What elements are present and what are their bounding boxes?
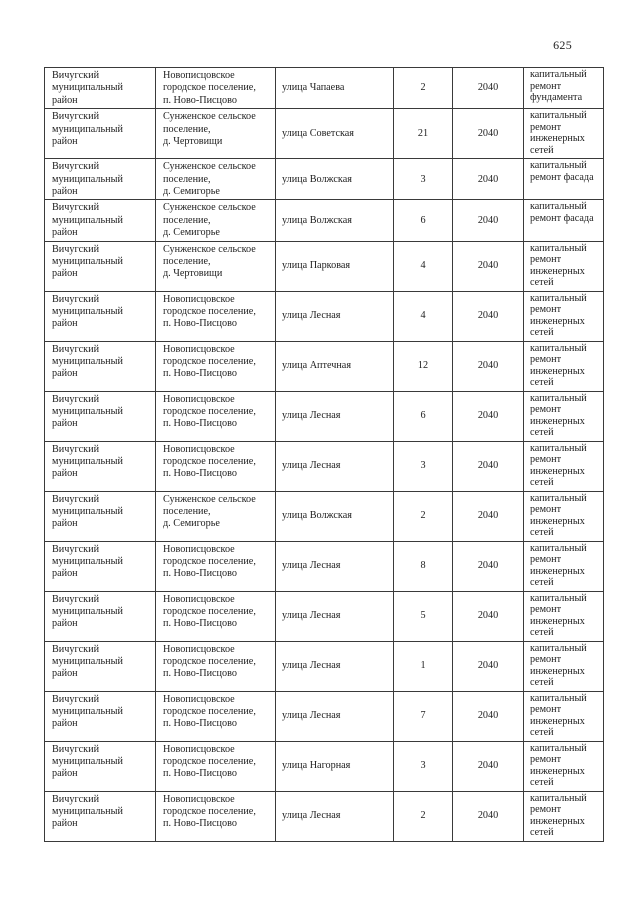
street-cell: улица Лесная [276,641,394,691]
table-row [45,541,604,591]
table-row [45,159,604,200]
work-type-cell: капитальный ремонт инженерных сетей [524,691,604,741]
street-cell: улица Лесная [276,391,394,441]
settlement-cell: Новописцовское городское поселение, п. Ново-Писцово [156,591,276,641]
work-type-cell: капитальный ремонт инженерных сетей [524,291,604,341]
year-cell: 2040 [453,741,524,791]
work-type-cell: капитальный ремонт инженерных сетей [524,541,604,591]
street-cell: улица Лесная [276,691,394,741]
table-row [45,791,604,841]
house-number-cell: 1 [394,641,453,691]
street-cell: улица Чапаева [276,68,394,109]
district-cell: Вичугский муниципальный район [45,200,156,241]
house-number-cell: 2 [394,68,453,109]
table-row [45,241,604,291]
table-body [45,68,604,842]
district-cell: Вичугский муниципальный район [45,341,156,391]
table-row [45,291,604,341]
house-number-cell: 6 [394,391,453,441]
page-number: 625 [553,38,572,52]
settlement-cell: Новописцовское городское поселение, п. Ново-Писцово [156,391,276,441]
work-type-cell: капитальный ремонт инженерных сетей [524,791,604,841]
house-number-cell: 2 [394,491,453,541]
district-cell: Вичугский муниципальный район [45,491,156,541]
year-cell: 2040 [453,68,524,109]
work-type-cell: капитальный ремонт инженерных сетей [524,641,604,691]
street-cell: улица Волжская [276,491,394,541]
district-cell: Вичугский муниципальный район [45,391,156,441]
work-type-cell: капитальный ремонт инженерных сетей [524,341,604,391]
year-cell: 2040 [453,109,524,159]
work-type-cell: капитальный ремонт инженерных сетей [524,441,604,491]
year-cell: 2040 [453,241,524,291]
work-type-cell: капитальный ремонт инженерных сетей [524,241,604,291]
table-row [45,491,604,541]
work-type-cell: капитальный ремонт фасада [524,159,604,200]
district-cell: Вичугский муниципальный район [45,591,156,641]
street-cell: улица Волжская [276,159,394,200]
district-cell: Вичугский муниципальный район [45,291,156,341]
house-number-cell: 4 [394,291,453,341]
repair-schedule-table [44,67,604,842]
year-cell: 2040 [453,391,524,441]
table-row [45,591,604,641]
settlement-cell: Сунженское сельское поселение, д. Семигорье [156,159,276,200]
district-cell: Вичугский муниципальный район [45,159,156,200]
work-type-cell: капитальный ремонт инженерных сетей [524,591,604,641]
settlement-cell: Новописцовское городское поселение, п. Ново-Писцово [156,341,276,391]
settlement-cell: Новописцовское городское поселение, п. Ново-Писцово [156,68,276,109]
table-row [45,391,604,441]
year-cell: 2040 [453,791,524,841]
table-row [45,691,604,741]
district-cell: Вичугский муниципальный район [45,68,156,109]
table-row [45,68,604,109]
settlement-cell: Сунженское сельское поселение, д. Семигорье [156,200,276,241]
work-type-cell: капитальный ремонт инженерных сетей [524,391,604,441]
street-cell: улица Лесная [276,791,394,841]
district-cell: Вичугский муниципальный район [45,109,156,159]
year-cell: 2040 [453,541,524,591]
street-cell: улица Лесная [276,291,394,341]
house-number-cell: 8 [394,541,453,591]
settlement-cell: Новописцовское городское поселение, п. Ново-Писцово [156,291,276,341]
district-cell: Вичугский муниципальный район [45,641,156,691]
year-cell: 2040 [453,441,524,491]
house-number-cell: 3 [394,441,453,491]
table-row [45,441,604,491]
street-cell: улица Советская [276,109,394,159]
table-row [45,109,604,159]
district-cell: Вичугский муниципальный район [45,441,156,491]
settlement-cell: Новописцовское городское поселение, п. Ново-Писцово [156,741,276,791]
house-number-cell: 3 [394,159,453,200]
settlement-cell: Новописцовское городское поселение, п. Ново-Писцово [156,441,276,491]
table-row [45,200,604,241]
work-type-cell: капитальный ремонт фасада [524,200,604,241]
house-number-cell: 7 [394,691,453,741]
street-cell: улица Волжская [276,200,394,241]
year-cell: 2040 [453,341,524,391]
table-row [45,741,604,791]
year-cell: 2040 [453,200,524,241]
year-cell: 2040 [453,691,524,741]
table-row [45,641,604,691]
district-cell: Вичугский муниципальный район [45,541,156,591]
house-number-cell: 21 [394,109,453,159]
table-row [45,341,604,391]
work-type-cell: капитальный ремонт инженерных сетей [524,741,604,791]
district-cell: Вичугский муниципальный район [45,241,156,291]
settlement-cell: Сунженское сельское поселение, д. Семигорье [156,491,276,541]
street-cell: улица Аптечная [276,341,394,391]
work-type-cell: капитальный ремонт инженерных сетей [524,491,604,541]
house-number-cell: 3 [394,741,453,791]
street-cell: улица Лесная [276,541,394,591]
house-number-cell: 5 [394,591,453,641]
street-cell: улица Лесная [276,441,394,491]
settlement-cell: Новописцовское городское поселение, п. Ново-Писцово [156,691,276,741]
work-type-cell: капитальный ремонт инженерных сетей [524,109,604,159]
house-number-cell: 2 [394,791,453,841]
year-cell: 2040 [453,291,524,341]
house-number-cell: 6 [394,200,453,241]
year-cell: 2040 [453,641,524,691]
district-cell: Вичугский муниципальный район [45,791,156,841]
year-cell: 2040 [453,591,524,641]
work-type-cell: капитальный ремонт фундамента [524,68,604,109]
house-number-cell: 4 [394,241,453,291]
settlement-cell: Сунженское сельское поселение, д. Чертовищи [156,241,276,291]
settlement-cell: Новописцовское городское поселение, п. Ново-Писцово [156,541,276,591]
district-cell: Вичугский муниципальный район [45,691,156,741]
settlement-cell: Новописцовское городское поселение, п. Ново-Писцово [156,791,276,841]
settlement-cell: Сунженское сельское поселение, д. Чертовищи [156,109,276,159]
settlement-cell: Новописцовское городское поселение, п. Ново-Писцово [156,641,276,691]
street-cell: улица Нагорная [276,741,394,791]
street-cell: улица Лесная [276,591,394,641]
year-cell: 2040 [453,159,524,200]
house-number-cell: 12 [394,341,453,391]
year-cell: 2040 [453,491,524,541]
district-cell: Вичугский муниципальный район [45,741,156,791]
street-cell: улица Парковая [276,241,394,291]
